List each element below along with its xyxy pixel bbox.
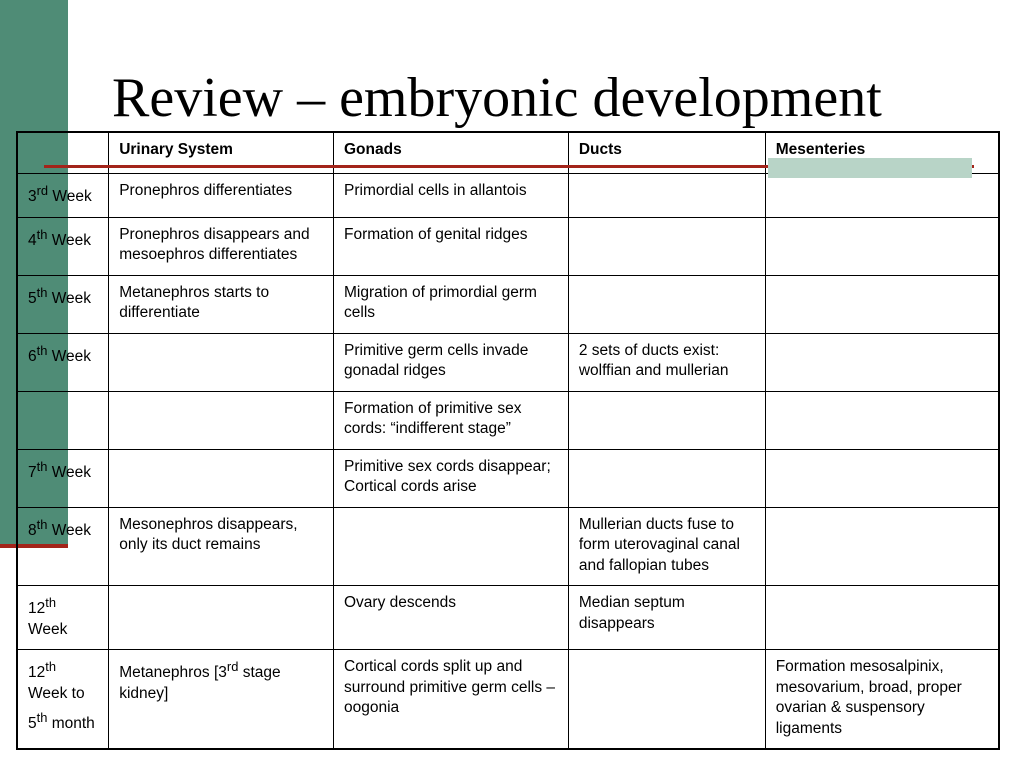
ducts-cell [568,275,765,333]
week-suffix: th [36,226,48,242]
mesenteries-cell [765,174,999,218]
table-row [17,275,999,333]
gonads-cell: Formation of primitive sex cords: “indifferent stage” [334,391,569,449]
gonads-cell [334,507,569,586]
mesenteries-cell: Formation mesosalpinix, mesovarium, broad, proper ovarian & suspensory ligaments [765,650,999,750]
urinary-cell [109,650,334,750]
week-label: Week [47,463,92,481]
urinary-text-pre: Metanephros [3 [119,664,227,682]
week-cell [17,275,109,333]
table-body-last [17,650,999,750]
week-number: 12 [28,664,46,682]
week-cell [17,333,109,391]
table-row [17,333,999,391]
slide-title: Review – embryonic development [112,67,882,129]
header-gonads: Gonads [334,132,569,174]
week-suffix: th [36,342,48,358]
week-cell [17,391,109,449]
month-label: month [47,715,95,733]
week-number: 4 [28,231,37,249]
urinary-cell: Metanephros starts to differentiate [109,275,334,333]
week-number: 12 [28,600,46,618]
week-suffix: rd [36,183,49,198]
ducts-cell: 2 sets of ducts exist: wolffian and mullerian [568,333,765,391]
month-suffix: th [36,710,48,726]
week-number: 3 [28,188,37,206]
urinary-text-sup: rd [226,659,239,675]
table-body [17,174,999,650]
week-suffix: th [36,516,48,532]
table-row [17,217,999,275]
ducts-cell [568,217,765,275]
gonads-cell: Cortical cords split up and surround primitive germ cells – oogonia [334,650,569,750]
urinary-cell [109,586,334,650]
week-label: Week to [28,684,85,702]
ducts-cell [568,391,765,449]
urinary-cell [109,449,334,507]
urinary-text-post: stage kidney] [119,664,281,702]
month-line [28,708,98,735]
ducts-cell [568,449,765,507]
title-accent-block [768,158,972,178]
week-number: 7 [28,463,37,481]
mesenteries-cell [765,449,999,507]
week-cell [17,449,109,507]
week-number: 6 [28,347,37,365]
week-cell [17,650,109,750]
mesenteries-cell [765,391,999,449]
development-table [16,131,1000,750]
table-row [17,174,999,218]
gonads-cell: Primordial cells in allantois [334,174,569,218]
week-suffix: th [36,284,48,300]
gonads-cell: Primitive germ cells invade gonadal ridges [334,333,569,391]
week-cell [17,217,109,275]
ducts-cell [568,174,765,218]
header-mesenteries: Mesenteries [765,132,999,174]
week-number: 5 [28,289,37,307]
week-suffix: th [45,595,57,611]
ducts-cell: Mullerian ducts fuse to form uterovaginal canal and fallopian tubes [568,507,765,586]
urinary-cell [109,333,334,391]
table-row [17,391,999,449]
urinary-cell: Mesonephros disappears, only its duct remains [109,507,334,586]
header-urinary-system: Urinary System [109,132,334,174]
gonads-cell: Ovary descends [334,586,569,650]
week-suffix: th [45,659,57,675]
gonads-cell: Formation of genital ridges [334,217,569,275]
ducts-cell: Median septum disappears [568,586,765,650]
month-number: 5 [28,715,37,733]
gonads-cell: Migration of primordial germ cells [334,275,569,333]
mesenteries-cell [765,333,999,391]
table-row [17,650,999,750]
header-ducts: Ducts [568,132,765,174]
week-label: Week [28,620,68,638]
week-label: Week [47,521,92,539]
urinary-cell [109,391,334,449]
mesenteries-cell [765,586,999,650]
week-cell [17,586,109,650]
week-line [28,657,98,704]
week-suffix: th [36,458,48,474]
week-label: Week [47,347,92,365]
table-row [17,586,999,650]
ducts-cell [568,650,765,750]
week-cell [17,507,109,586]
urinary-cell: Pronephros differentiates [109,174,334,218]
gonads-cell: Primitive sex cords disappear; Cortical cords arise [334,449,569,507]
mesenteries-cell [765,217,999,275]
mesenteries-cell [765,275,999,333]
urinary-cell: Pronephros disappears and mesoephros differentiates [109,217,334,275]
week-label: Week [48,188,92,206]
table-row [17,449,999,507]
week-label: Week [47,231,92,249]
week-number: 8 [28,521,37,539]
mesenteries-cell [765,507,999,586]
week-cell [17,174,109,218]
week-label: Week [47,289,92,307]
table-row [17,507,999,586]
